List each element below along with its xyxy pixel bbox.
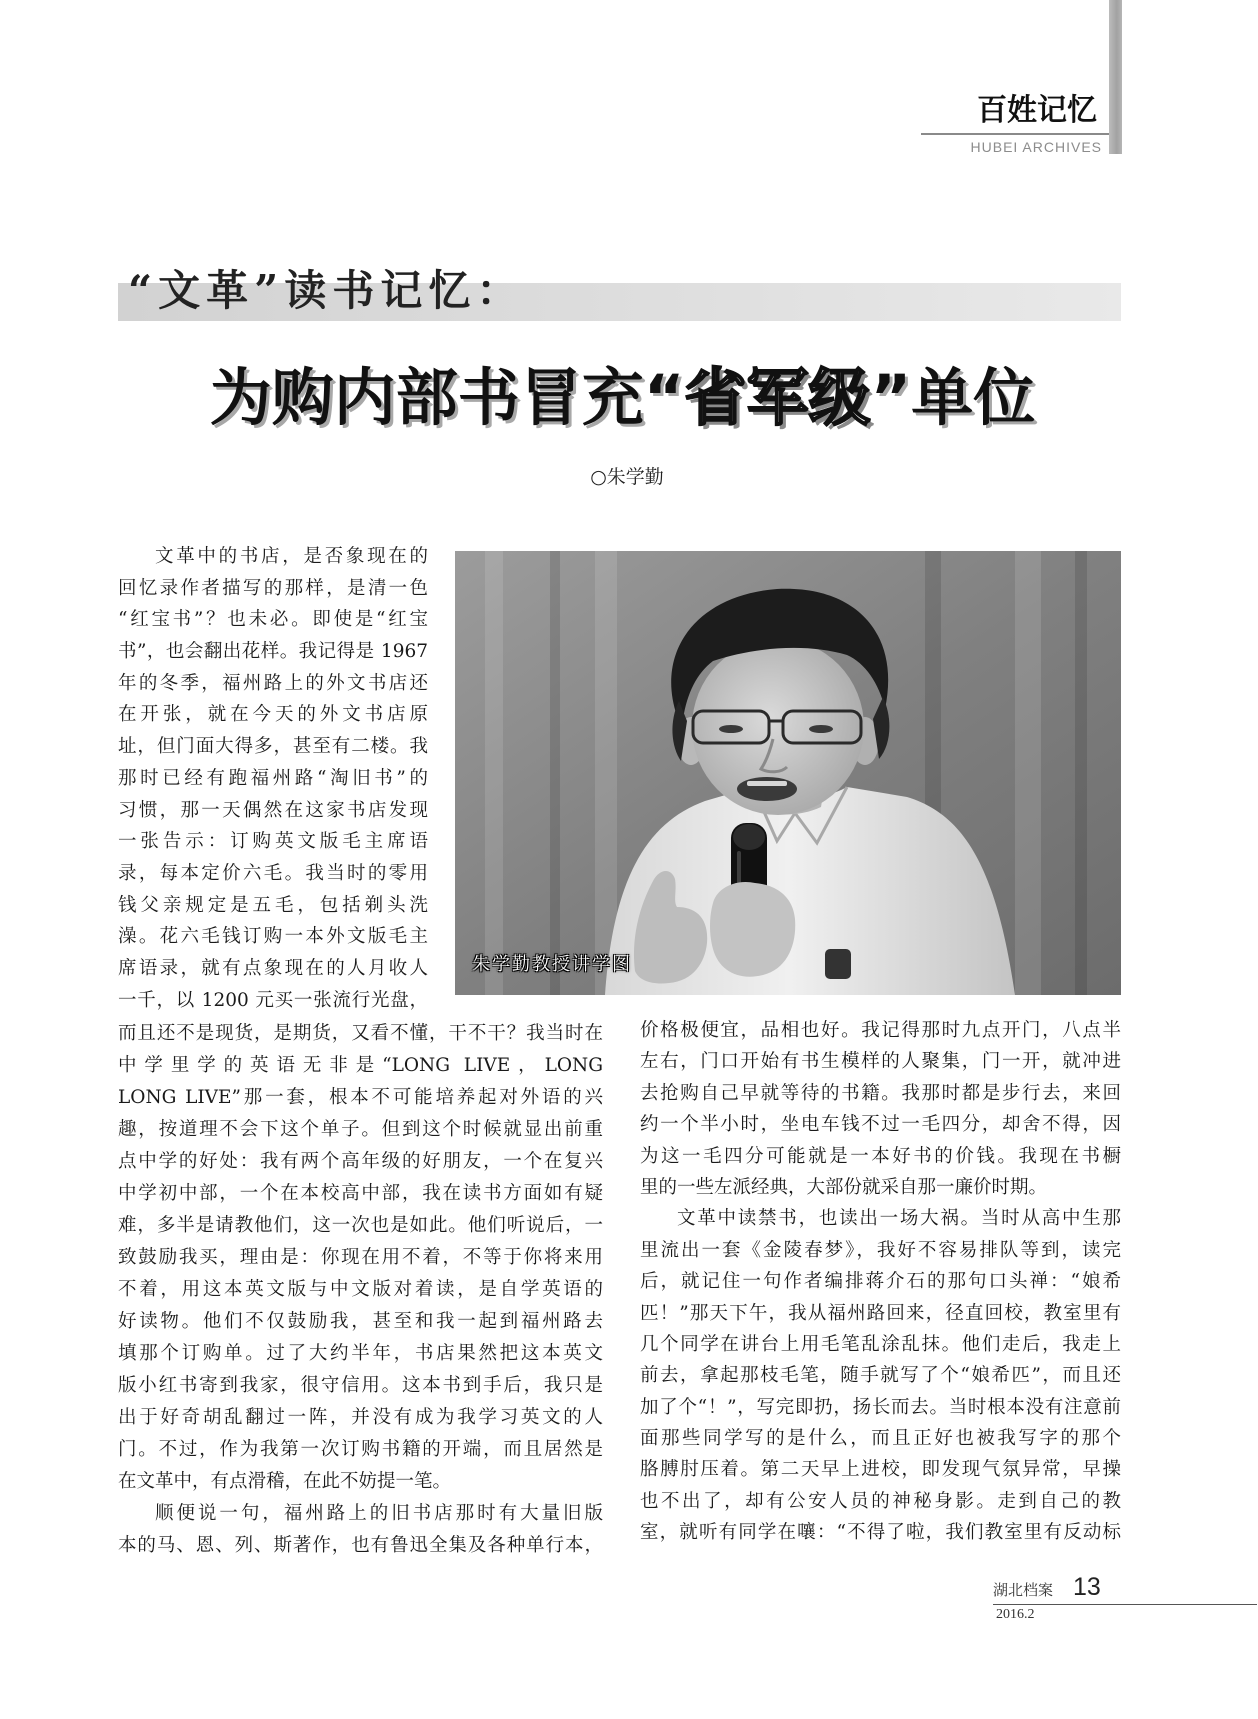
body-line: 一千，以 1200 元买一张流行光盘， [118,989,428,1011]
body-line: 门。不过，作为我第一次订购书籍的开端，而且居然是 [118,1439,603,1460]
body-line: 胳膊肘压着。第二天早上进校，即发现气氛异常，早操 [640,1459,1121,1481]
body-line: 出于好奇胡乱翻过一阵，并没有成为我学习英文的人 [118,1407,603,1428]
microphone-grille [733,824,765,850]
section-name: 百姓记忆 [977,93,1097,128]
article-photo [455,551,1121,995]
body-line: 录，每本定价六毛。我当时的零用 [118,862,428,884]
page-number: 13 [1073,1573,1101,1601]
body-line: 前去，拿起那枝毛笔，随手就写了个“娘希匹”，而且还 [640,1365,1121,1387]
body-line: 澡。花六毛钱订购一本外文版毛主 [118,926,428,948]
body-column-left [118,1018,603,1562]
body-line: 去抢购自己早就等待的书籍。我那时都是步行去，来回 [640,1082,1121,1104]
body-line: 那时已经有跑福州路“淘旧书”的 [118,767,428,789]
body-line: 一张告示：订购英文版毛主席语 [118,831,428,853]
body-line: 文革中读禁书，也读出一场大祸。当时从高中生那 [677,1208,1121,1230]
right-eye [809,725,833,733]
body-line: 习惯，那一天偶然在这家书店发现 [118,799,428,821]
body-line: 在文革中，有点滑稽，在此不妨提一笔。 [118,1471,452,1492]
body-line: 好读物。他们不仅鼓励我，甚至和我一起到福州路去 [118,1311,603,1332]
body-line: 在开张，就在今天的外文书店原 [118,704,428,726]
body-line: 加了个“！”，写完即扔，扬长而去。当时根本没有注意前 [640,1396,1121,1418]
article-title [150,362,1095,434]
article-author: ○朱学勤 [590,466,664,488]
portrait-photo [455,551,1121,995]
body-line: 填那个订购单。过了大约半年，书店果然把这本英文 [118,1343,603,1364]
body-line: 致鼓励我买，理由是：你现在用不着，不等于你将来用 [118,1247,603,1268]
body-line: 面那些同学写的是什么，而且正好也被我写字的那个 [640,1428,1121,1450]
body-line: 里的一些左派经典，大部份就采自那一廉价时期。 [640,1176,1048,1198]
body-line: 也不出了，却有公安人员的神秘身影。走到自己的教 [640,1490,1121,1512]
photo-caption: 朱学勤教授讲学图 [472,954,632,975]
body-line: 书”，也会翻出花样。我记得是 1967 [118,641,428,663]
body-column-right [640,1015,1121,1549]
article-title-prefix: 为购内部书冒充“ [209,361,685,434]
footer-rule [993,1604,1257,1605]
body-line: 中学里学的英语无非是“LONG LIVE，LONG [118,1055,603,1076]
teeth [747,781,787,786]
article-kicker: “文革”读书记忆： [128,266,525,315]
body-line: 钱父亲规定是五毛，包括剃头洗 [118,894,428,916]
body-line: 趣，按道理不会下这个单子。但到这个时候就显出前重 [118,1119,603,1140]
header-accent-bar [1109,0,1122,154]
body-line: 约一个半小时，坐电车钱不过一毛四分，却舍不得，因 [640,1114,1121,1136]
body-line: 席语录，就有点象现在的人月收人 [118,957,428,979]
body-line: 年的冬季，福州路上的外文书店还 [118,672,428,694]
body-line: 后，就记住一句作者编排蒋介石的那句口头禅：“娘希 [640,1271,1121,1293]
magazine-subtitle: HUBEI ARCHIVES [970,139,1102,155]
right-hand [710,882,795,977]
footer-journal-name: 湖北档案 [993,1581,1054,1599]
body-column-narrow [118,541,428,1016]
body-line: 点中学的好处：我有两个高年级的好朋友，一个在复兴 [118,1151,603,1172]
body-line: 址，但门面大得多，甚至有二楼。我 [118,736,428,758]
body-line: 几个同学在讲台上用毛笔乱涂乱抹。他们走后，我走上 [640,1333,1121,1355]
body-line: LONG LIVE”那一套，根本不可能培养起对外语的兴 [118,1087,603,1108]
body-line: 中学初中部，一个在本校高中部，我在读书方面如有疑 [118,1183,603,1204]
article-title-suffix: ”单位 [870,361,1036,434]
body-line: 难，多半是请教他们，这一次也是如此。他们听说后，一 [118,1215,603,1236]
body-line: 里流出一套《金陵春梦》，我好不容易排队等到，读完 [640,1239,1121,1261]
left-eye [719,725,743,733]
body-line: 匹！”那天下午，我从福州路回来，径直回校，教室里有 [640,1302,1121,1324]
body-line: 本的马、恩、列、斯著作，也有鲁迅全集及各种单行本， [118,1535,603,1556]
body-line: 左右，门口开始有书生模样的人聚集，门一开，就冲进 [640,1051,1121,1073]
issue-number: 2016.2 [996,1607,1035,1622]
body-line: “红宝书”？也未必。即使是“红宝 [118,609,428,631]
body-line: 回忆录作者描写的那样，是清一色 [118,577,428,599]
body-line: 文革中的书店，是否象现在的 [155,546,428,567]
body-line: 价格极便宜，品相也好。我记得那时九点开门，八点半 [640,1020,1121,1041]
body-line: 而且还不是现货，是期货，又看不懂，干不干？我当时在 [118,1023,603,1044]
header-rule [921,133,1109,135]
body-line: 顺便说一句，福州路上的旧书店那时有大量旧版 [155,1503,603,1524]
mouth [737,777,797,801]
body-line: 版小红书寄到我家，很守信用。这本书到手后，我只是 [118,1375,603,1396]
wristwatch [825,949,851,979]
body-line: 为这一毛四分可能就是一本好书的价钱。我现在书橱 [640,1145,1121,1167]
body-line: 不着，用这本英文版与中文版对着读，是自学英语的 [118,1279,603,1300]
body-line: 室，就听有同学在嚷：“不得了啦，我们教室里有反动标 [640,1522,1121,1544]
article-title-highlight: 省军级 [684,361,871,434]
